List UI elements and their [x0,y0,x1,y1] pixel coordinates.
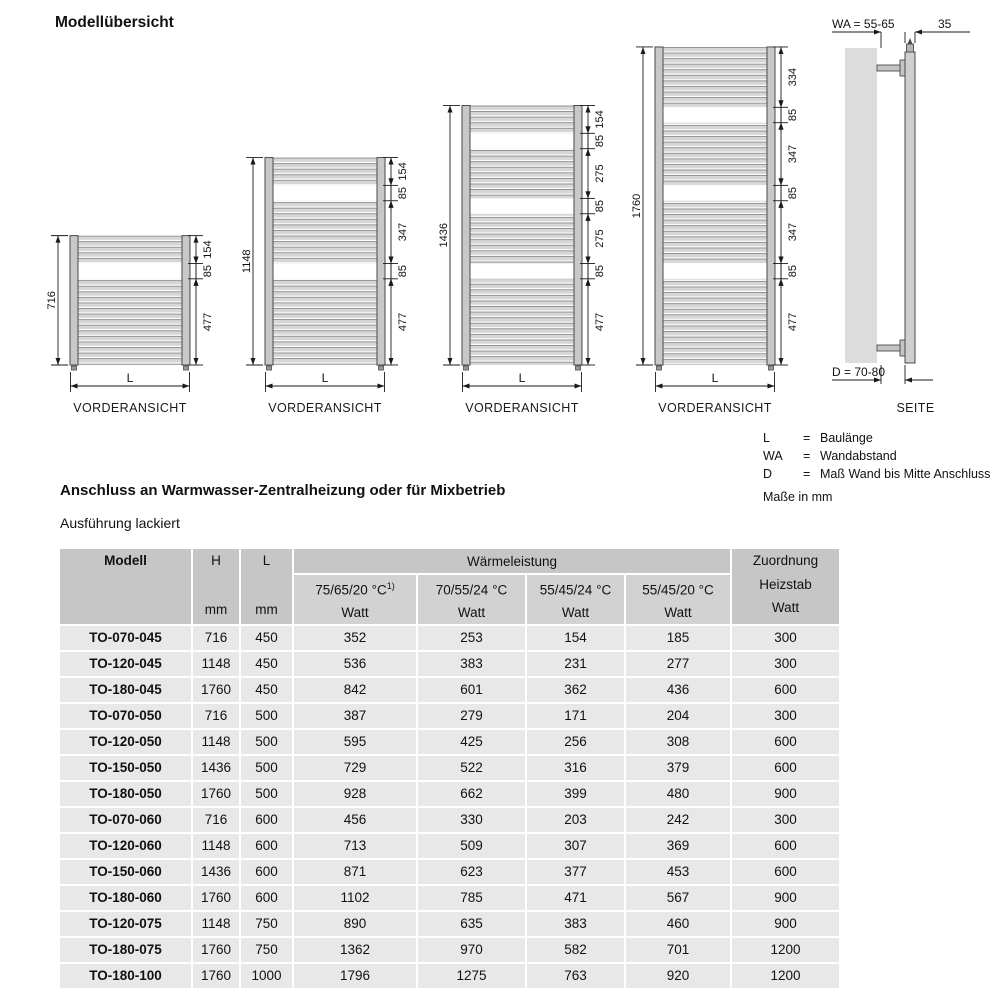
cell-model: TO-070-045 [60,626,191,650]
legend-text: Baulänge [820,431,873,445]
front-view-svg [629,40,809,395]
watt-label: Watt [457,604,486,620]
front-view-diagram-1148 [239,40,419,396]
front-view-svg [239,40,419,395]
radiator-rungs [78,279,182,365]
table-row [60,808,839,832]
dimension-label: 85 [787,186,799,200]
cell-model: TO-120-075 [60,912,191,936]
col-header-h-label: H [211,553,221,568]
table-row [60,912,839,936]
collector-tube [655,47,663,365]
cell-model: TO-120-045 [60,652,191,676]
cell-value: 1760 [193,678,239,702]
front-view-caption: VORDERANSICHT [73,401,187,415]
cell-value: 600 [241,886,292,910]
cell-value: 1000 [241,964,292,988]
cell-value: 377 [527,860,624,884]
dimension-label: 85 [787,108,799,122]
radiator-rungs [273,158,377,186]
cell-value: 369 [626,834,730,858]
table-body [60,626,839,988]
cell-value: 1148 [193,730,239,754]
cell-value: 600 [732,860,839,884]
footnote-marker: 1) [386,581,395,591]
cell-value: 383 [418,652,525,676]
cell-value: 662 [418,782,525,806]
cell-value: 928 [294,782,416,806]
table-row [60,730,839,754]
cell-value: 471 [527,886,624,910]
cell-value: 595 [294,730,416,754]
dimension-label: 1148 [241,249,253,274]
front-view-diagram-716 [44,40,224,396]
vent-tip [908,38,913,44]
table-row [60,782,839,806]
dimension-label: 275 [594,229,606,248]
d-dimension-label: D = 70-80 [832,365,886,379]
watt-label: Watt [561,604,590,620]
temp-label: 75/65/20 °C [315,582,387,598]
tube-foot [379,366,384,370]
radiator-rungs [78,236,182,264]
cell-value: 750 [241,912,292,936]
cell-value: 1200 [732,938,839,962]
table-row [60,652,839,676]
radiator-rungs [663,201,767,264]
cell-value: 600 [732,756,839,780]
cell-value: 750 [241,938,292,962]
dimension-label: 154 [397,162,409,181]
cell-value: 1760 [193,782,239,806]
cell-value: 450 [241,678,292,702]
collector-tube [70,236,78,365]
front-view-svg [436,40,616,395]
cell-model: TO-120-060 [60,834,191,858]
col-header-l-unit: mm [255,602,278,617]
dimension-label: 1436 [438,223,450,248]
cell-value: 600 [732,678,839,702]
dimension-label: 85 [397,265,409,278]
cell-value: 256 [527,730,624,754]
temp-label: 55/45/20 °C [642,582,714,598]
col-header-h [193,549,239,624]
cell-value: 716 [193,808,239,832]
table-row [60,938,839,962]
section-heading: Anschluss an Warmwasser-Zentralheizung oder für Mixbetrieb [60,482,506,499]
dimension-label: 85 [594,134,606,148]
cell-value: 920 [626,964,730,988]
cell-value: 1796 [294,964,416,988]
cell-value: 277 [626,652,730,676]
wall-bracket [877,345,901,351]
cell-value: 716 [193,704,239,728]
radiator-rungs [470,214,574,264]
cell-value: 1148 [193,834,239,858]
cell-value: 1148 [193,912,239,936]
cell-value: 601 [418,678,525,702]
cell-value: 900 [732,886,839,910]
cell-value: 600 [241,808,292,832]
cell-value: 500 [241,730,292,754]
cell-value: 1760 [193,886,239,910]
legend-equals: = [803,467,811,481]
col-header-l-label: L [262,553,271,568]
cell-value: 1200 [732,964,839,988]
cell-value: 900 [732,912,839,936]
cell-model: TO-180-045 [60,678,191,702]
legend-symbol: D [763,467,773,481]
collector-tube [767,47,775,365]
legend-equals: = [803,449,811,463]
cell-value: 300 [732,808,839,832]
cell-value: 450 [241,652,292,676]
cell-value: 500 [241,782,292,806]
cell-value: 842 [294,678,416,702]
legend-symbol: L [763,431,770,445]
cell-value: 567 [626,886,730,910]
legend-item [763,447,990,465]
tube-foot [769,366,774,370]
cell-value: 185 [626,626,730,650]
tube-foot [267,366,272,370]
cell-value: 970 [418,938,525,962]
cell-value: 1436 [193,860,239,884]
cell-model: TO-180-075 [60,938,191,962]
dimension-label: 85 [397,186,409,200]
cell-value: 300 [732,704,839,728]
vent-cap [907,44,914,52]
cell-value: 871 [294,860,416,884]
cell-value: 308 [626,730,730,754]
offset-dimension-label: 35 [938,17,952,31]
col-header-temp-55-45-20 [626,575,730,624]
tube-foot [657,366,662,370]
collector-tube [574,106,582,365]
legend-item [763,465,990,483]
length-label: L [126,371,134,385]
cell-model: TO-180-050 [60,782,191,806]
col-header-modell: Modell [60,549,191,624]
side-view-caption: SEITE [896,401,935,415]
radiator-rungs [663,47,767,107]
legend-units-note: Maße in mm [763,490,833,504]
table-row [60,626,839,650]
cell-value: 1436 [193,756,239,780]
cell-value: 330 [418,808,525,832]
wa-dimension-label: WA = 55-65 [832,17,895,31]
cell-value: 307 [527,834,624,858]
cell-value: 450 [241,626,292,650]
cell-value: 701 [626,938,730,962]
wall-bracket [877,65,901,71]
radiator-rungs [470,149,574,199]
zuordnung-line: Heizstab [759,576,812,592]
dimension-label: 275 [594,164,606,183]
cell-value: 500 [241,756,292,780]
dimension-label: 477 [787,312,799,332]
cell-value: 600 [732,730,839,754]
dimension-label: 347 [787,144,799,164]
tube-foot [464,366,469,370]
cell-value: 460 [626,912,730,936]
spec-table [58,547,841,990]
cell-value: 763 [527,964,624,988]
length-label: L [711,371,719,385]
zuordnung-line: Watt [771,600,800,615]
dimension-label: 347 [787,222,799,242]
col-header-temp-75-65-20 [294,575,416,624]
length-label: L [518,371,526,385]
spec-table-wrap [58,547,841,990]
dimension-label: 85 [202,265,214,278]
radiator-profile [905,52,915,363]
cell-model: TO-070-050 [60,704,191,728]
cell-value: 509 [418,834,525,858]
table-row [60,886,839,910]
legend-text: Wandabstand [820,449,897,463]
dimension-label: 716 [46,291,58,310]
cell-value: 300 [732,626,839,650]
watt-label: Watt [664,604,692,620]
front-view-diagram-1436 [436,40,616,396]
radiator-rungs [663,123,767,186]
front-view-caption: VORDERANSICHT [465,401,579,415]
cell-model: TO-150-050 [60,756,191,780]
cell-value: 154 [527,626,624,650]
cell-value: 600 [241,860,292,884]
cell-value: 352 [294,626,416,650]
temp-label: 70/55/24 °C [435,582,508,598]
radiator-body [462,106,582,370]
dimension-label: 154 [202,240,214,259]
cell-value: 1362 [294,938,416,962]
cell-value: 635 [418,912,525,936]
radiator-body [655,47,775,370]
collector-tube [462,106,470,365]
wall [845,48,877,363]
cell-model: TO-180-100 [60,964,191,988]
page-title: Modellübersicht [55,14,174,31]
dimension-label: 477 [397,312,409,332]
cell-value: 522 [418,756,525,780]
dimension-label: 154 [594,110,606,129]
cell-value: 453 [626,860,730,884]
radiator-rungs [470,106,574,134]
cell-value: 253 [418,626,525,650]
table-row [60,678,839,702]
cell-value: 231 [527,652,624,676]
legend-symbol: WA [763,449,783,463]
table-row [60,860,839,884]
dimension-label: 1760 [631,193,643,219]
side-view-svg [830,8,1000,400]
cell-value: 600 [241,834,292,858]
collector-tube [182,236,190,365]
cell-value: 716 [193,626,239,650]
legend-text: Maß Wand bis Mitte Anschluss [820,467,991,481]
side-view-diagram [830,8,1000,400]
zuordnung-line: Zuordnung [752,553,819,568]
front-view-diagram-1760 [629,40,809,396]
cell-value: 600 [732,834,839,858]
cell-value: 362 [527,678,624,702]
cell-value: 1760 [193,938,239,962]
dimension-label: 347 [397,222,409,242]
table-row [60,756,839,780]
cell-value: 203 [527,808,624,832]
radiator-body [265,158,385,370]
cell-value: 1275 [418,964,525,988]
cell-model: TO-120-050 [60,730,191,754]
front-view-caption: VORDERANSICHT [268,401,382,415]
cell-value: 900 [732,782,839,806]
col-header-temp-70-55-24 [418,575,525,624]
cell-value: 1102 [294,886,416,910]
col-header-l [241,549,292,624]
dimension-label: 334 [787,67,799,87]
col-header-h-unit: mm [204,602,228,617]
cell-value: 399 [527,782,624,806]
cell-value: 536 [294,652,416,676]
length-label: L [321,371,329,385]
front-view-caption: VORDERANSICHT [658,401,772,415]
cell-value: 279 [418,704,525,728]
cell-value: 316 [527,756,624,780]
cell-value: 785 [418,886,525,910]
table-row [60,964,839,988]
cell-value: 242 [626,808,730,832]
cell-value: 480 [626,782,730,806]
col-header-zuordnung [732,549,839,624]
cell-value: 456 [294,808,416,832]
radiator-rungs [273,279,377,365]
tube-foot [576,366,581,370]
cell-value: 300 [732,652,839,676]
temp-label: 55/45/24 °C [539,582,612,598]
cell-value: 1760 [193,964,239,988]
collector-tube [377,158,385,365]
bracket-plate [900,340,905,356]
cell-value: 436 [626,678,730,702]
dimension-label: 85 [787,265,799,278]
legend-item [763,429,990,447]
cell-value: 383 [527,912,624,936]
cell-value: 204 [626,704,730,728]
cell-model: TO-070-060 [60,808,191,832]
cell-model: TO-150-060 [60,860,191,884]
table-row [60,704,839,728]
cell-value: 387 [294,704,416,728]
cell-value: 500 [241,704,292,728]
cell-value: 729 [294,756,416,780]
collector-tube [265,158,273,365]
cell-value: 1148 [193,652,239,676]
cell-value: 623 [418,860,525,884]
cell-value: 425 [418,730,525,754]
dimension-label: 477 [202,312,214,332]
cell-value: 582 [527,938,624,962]
front-view-svg [44,40,224,395]
tube-foot [184,366,189,370]
table-row [60,834,839,858]
radiator-rungs [470,279,574,365]
legend [763,429,990,506]
section-subheading: Ausführung lackiert [60,515,180,531]
cell-value: 713 [294,834,416,858]
cell-value: 890 [294,912,416,936]
dimension-label: 85 [594,265,606,278]
dimension-label: 85 [594,199,606,213]
cell-value: 171 [527,704,624,728]
legend-equals: = [803,431,811,445]
radiator-rungs [663,279,767,365]
col-header-temp-55-45-24 [527,575,624,624]
dimension-label: 477 [594,312,606,332]
cell-model: TO-180-060 [60,886,191,910]
radiator-rungs [273,201,377,264]
radiator-body [70,236,190,370]
col-header-waermeleistung: Wärmeleistung [294,549,730,573]
watt-label: Watt [341,604,369,620]
bracket-plate [900,60,905,76]
tube-foot [72,366,77,370]
cell-value: 379 [626,756,730,780]
